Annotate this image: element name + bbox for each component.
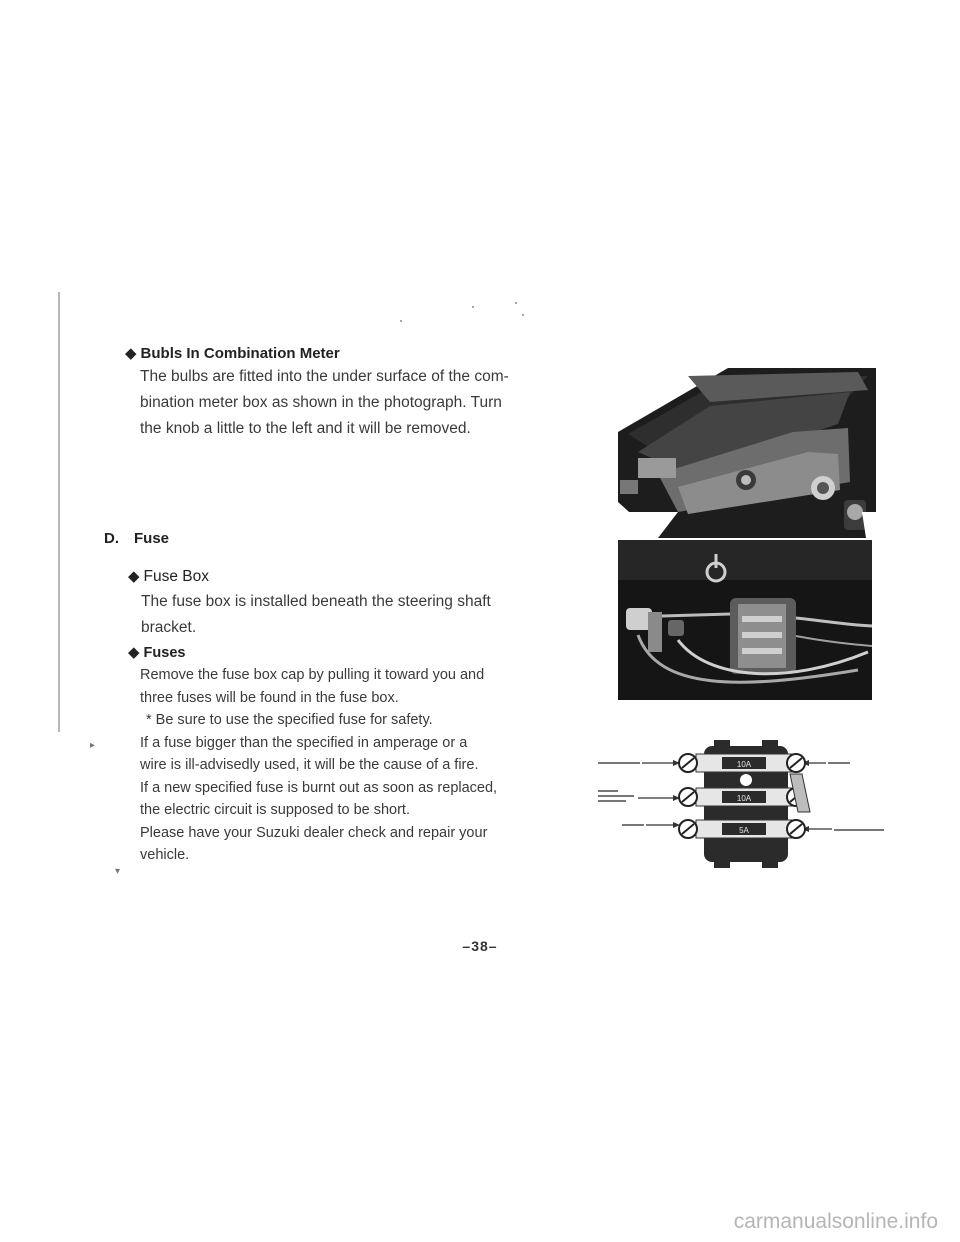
diamond-bullet-icon: ◆ bbox=[125, 345, 137, 362]
fuse-box-title: Fuse Box bbox=[143, 568, 210, 585]
section-letter: D. bbox=[104, 530, 119, 547]
diamond-bullet-icon: ◆ bbox=[128, 568, 140, 585]
fuses-line: vehicle. bbox=[140, 847, 190, 863]
fuses-line: Remove the fuse box cap by pulling it toward you and bbox=[140, 667, 485, 683]
scan-specks bbox=[380, 300, 540, 330]
fuses-line: the electric circuit is supposed to be short. bbox=[140, 802, 410, 818]
bulbs-title: Bubls In Combination Meter bbox=[140, 345, 340, 362]
page-number: –38– bbox=[462, 938, 498, 954]
fuses-paragraph bbox=[140, 664, 565, 867]
bulbs-paragraph bbox=[140, 364, 570, 442]
diamond-bullet-icon: ◆ bbox=[128, 644, 140, 661]
fuse-box-photo bbox=[618, 540, 872, 700]
fuses-line: If a new specified fuse is burnt out as soon as replaced, bbox=[140, 779, 498, 796]
bulbs-line: bination meter box as shown in the photograph. Turn bbox=[140, 394, 502, 411]
watermark: carmanualsonline.info bbox=[733, 1210, 938, 1233]
fuses-line: * Be sure to use the specified fuse for safety. bbox=[146, 712, 433, 728]
bulbs-line: the knob a little to the left and it will be removed. bbox=[140, 420, 471, 437]
fuse-box-line: The fuse box is installed beneath the steering shaft bbox=[141, 593, 491, 610]
fuse-rating-1: 10A bbox=[736, 760, 752, 769]
fuses-line: wire is ill-advisedly used, it will be the cause of a fire. bbox=[140, 757, 479, 773]
combination-meter-photo bbox=[618, 362, 876, 538]
bulbs-heading bbox=[125, 344, 340, 362]
fuse-box-paragraph bbox=[141, 589, 561, 641]
fuse-rating-2: 10A bbox=[736, 794, 752, 803]
scan-mark: ▾ bbox=[115, 866, 121, 877]
fuse-rating-3: 5A bbox=[739, 826, 749, 835]
fuses-title: Fuses bbox=[143, 645, 186, 661]
fuses-line: Please have your Suzuki dealer check and repair your bbox=[140, 824, 488, 841]
fuse-diagram bbox=[596, 740, 888, 868]
section-title: Fuse bbox=[134, 530, 170, 547]
binding-edge bbox=[58, 292, 60, 732]
fuses-line: If a fuse bigger than the specified in amperage or a bbox=[140, 734, 468, 751]
section-d-heading bbox=[104, 530, 169, 547]
fuses-heading bbox=[128, 643, 185, 661]
scan-mark: ▸ bbox=[90, 740, 96, 751]
fuses-line: three fuses will be found in the fuse box. bbox=[140, 689, 399, 706]
fuse-box-heading bbox=[128, 567, 209, 586]
fuse-box-line: bracket. bbox=[141, 619, 197, 636]
bulbs-line: The bulbs are fitted into the under surface of the com- bbox=[140, 368, 509, 385]
